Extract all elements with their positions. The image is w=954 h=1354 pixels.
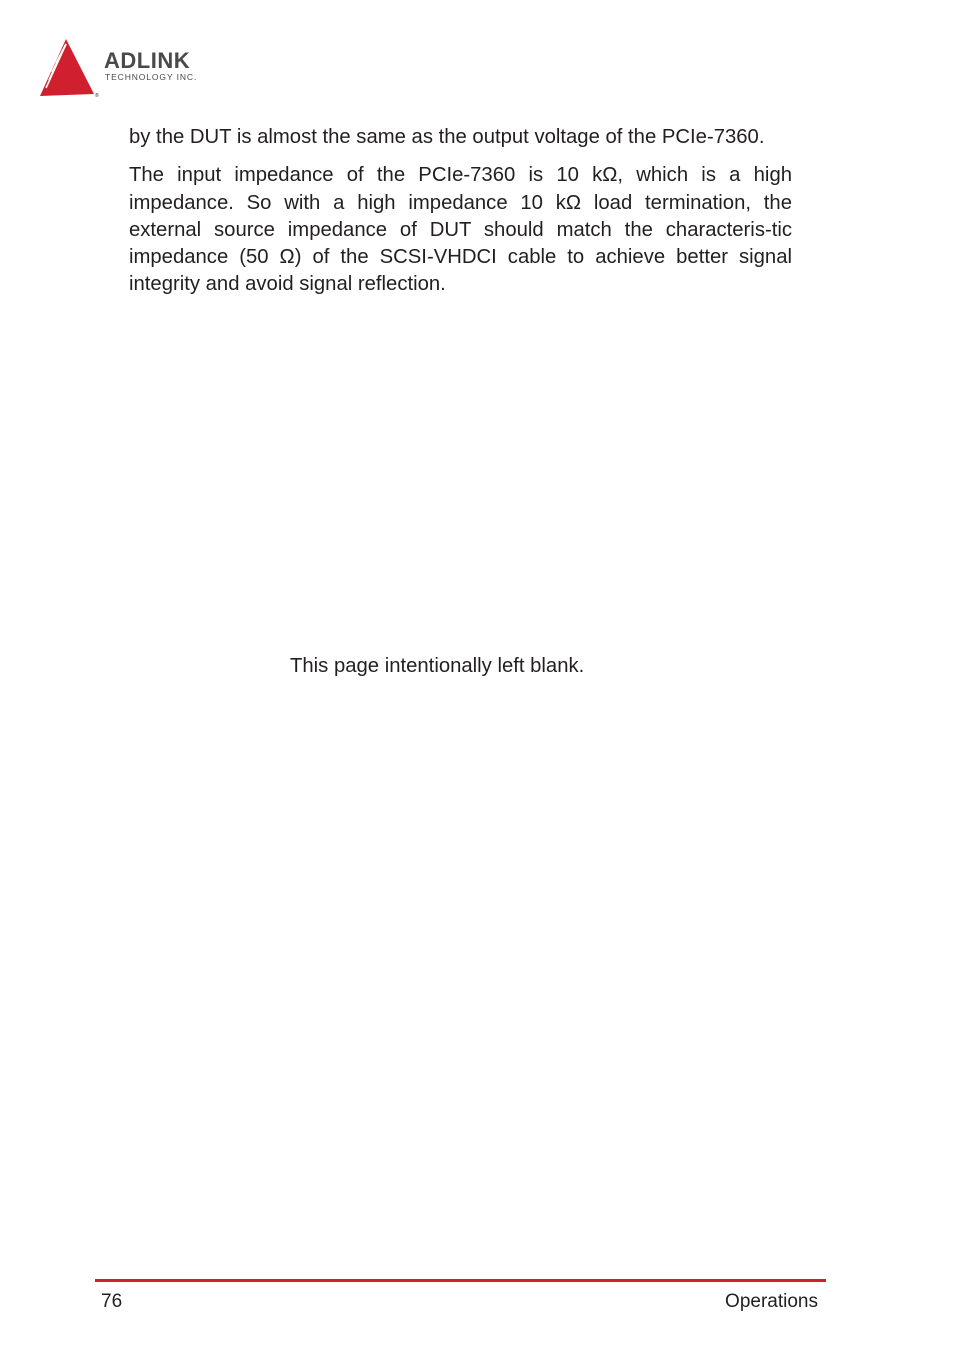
adlink-triangle-icon bbox=[38, 38, 100, 100]
paragraph: The input impedance of the PCIe-7360 is 10 kΩ, which is a high impedance. So with a high impedance 10 kΩ load termination, the external source impedance of DUT should match the characteris-tic impedance (50 Ω) of the SCSI-VHDCI cable to achieve better signal integrity and avoid signal reflection. bbox=[129, 164, 792, 296]
body-text bbox=[129, 124, 792, 310]
blank-page-note: This page intentionally left blank. bbox=[290, 655, 585, 677]
logo-subtitle: TECHNOLOGY INC. bbox=[105, 72, 198, 82]
footer-rule bbox=[95, 1279, 826, 1282]
page-number: 76 bbox=[101, 1291, 123, 1312]
paragraph: by the DUT is almost the same as the output voltage of the PCIe-7360. bbox=[129, 126, 765, 148]
section-name: Operations bbox=[725, 1291, 818, 1312]
logo-wordmark: ADLINK bbox=[104, 48, 191, 73]
adlink-logo bbox=[38, 38, 238, 100]
registered-mark: ® bbox=[95, 93, 99, 99]
